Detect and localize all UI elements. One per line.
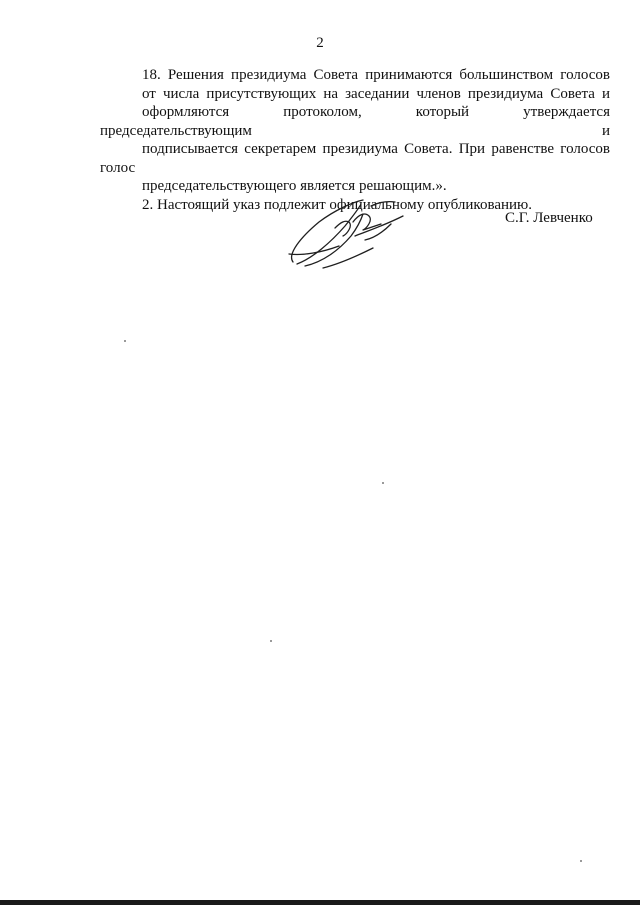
scan-artifact — [124, 340, 126, 342]
text-line: от числа присутствующих на заседании членов президиума Совета и — [142, 85, 610, 102]
text-line: подписывается секретарем президиума Совета. При равенстве голосов голос — [100, 141, 610, 176]
page-number: 2 — [316, 35, 324, 51]
text-line: 2. Настоящий указ подлежит официальному опубликованию. — [142, 196, 533, 213]
paragraph-presidium-decisions — [100, 66, 610, 196]
scan-artifact — [382, 482, 384, 484]
text-line: председательствующего является решающим.». — [142, 178, 447, 194]
signer-name: С.Г. Левченко — [505, 210, 593, 226]
scan-artifact — [580, 860, 582, 862]
scan-artifact — [270, 640, 272, 642]
text-line: оформляются протоколом, который утверждается председательствующим и — [100, 104, 610, 139]
text-line: 18. Решения президиума Совета принимаются большинством голосов — [142, 67, 610, 83]
scan-edge — [0, 900, 640, 905]
handwritten-signature-icon — [283, 192, 413, 272]
